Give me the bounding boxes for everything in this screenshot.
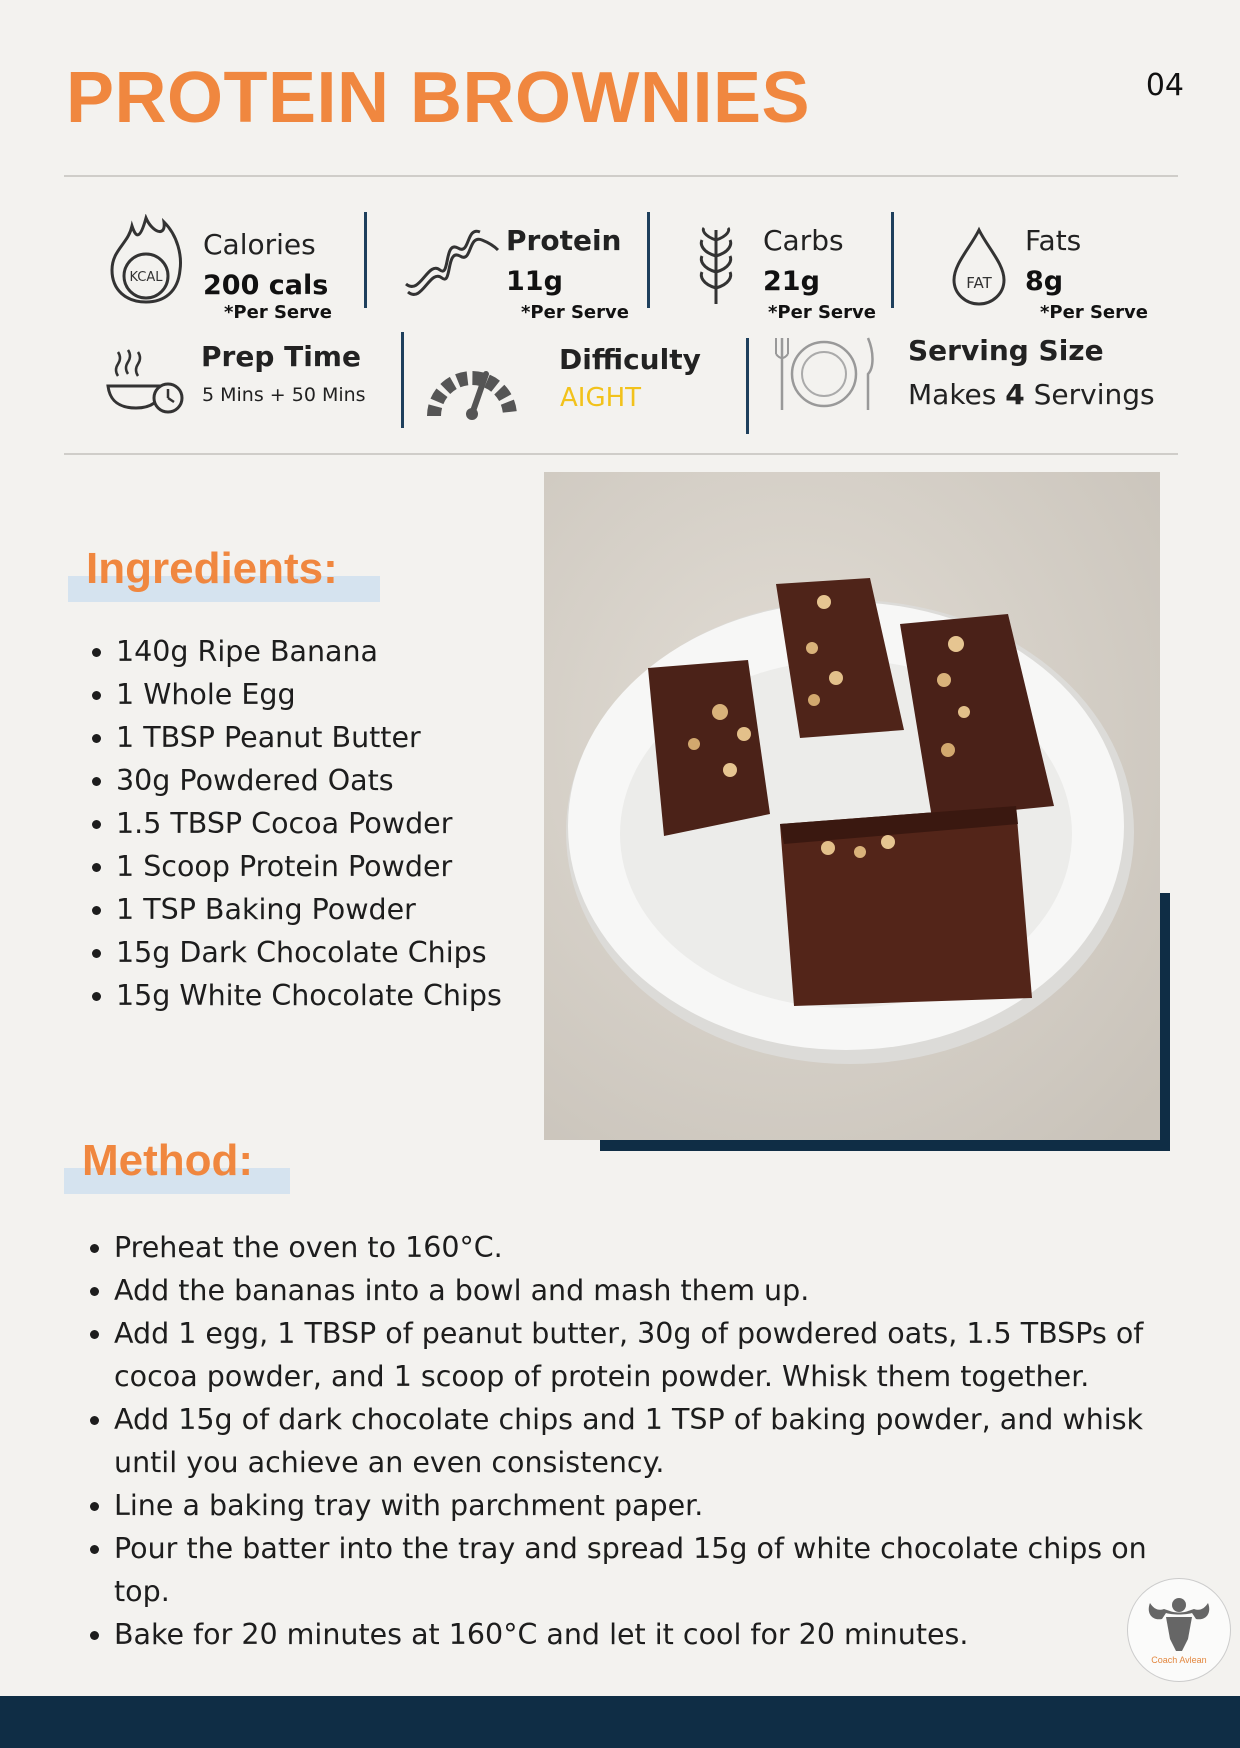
- protein-per-serve: *Per Serve: [521, 302, 629, 323]
- gauge-icon: [426, 352, 518, 420]
- top-divider: [64, 175, 1178, 177]
- list-item: • Add the bananas into a bowl and mash them up.: [114, 1269, 1174, 1312]
- protein-strand-icon: [402, 228, 502, 308]
- fat-drop-icon: [950, 226, 1008, 306]
- mid-divider: [64, 453, 1178, 455]
- fats-label: Fats: [1025, 224, 1082, 257]
- list-item: • 1 TSP Baking Powder: [116, 888, 556, 931]
- list-item: • 1 Scoop Protein Powder: [116, 845, 556, 888]
- list-item: • 1.5 TBSP Cocoa Powder: [116, 802, 556, 845]
- list-item: • Preheat the oven to 160°C.: [114, 1226, 1174, 1269]
- brownies-photo: [544, 472, 1160, 1140]
- serving-suffix: Servings: [1033, 378, 1155, 411]
- method-list: [78, 1226, 1174, 1656]
- list-item: • Add 15g of dark chocolate chips and 1 TSP of baking powder, and whisk until you achieve an even consistency.: [114, 1398, 1174, 1484]
- footer-bar: [0, 1696, 1240, 1748]
- list-item: • 140g Ripe Banana: [116, 630, 556, 673]
- method-heading: Method:: [82, 1136, 254, 1185]
- svg-text:FAT: FAT: [966, 274, 992, 292]
- serving-prefix: Makes: [908, 378, 997, 411]
- page-number: 04: [1145, 68, 1184, 103]
- list-item: • Line a baking tray with parchment paper.: [114, 1484, 1174, 1527]
- ingredients-list: [80, 630, 556, 1017]
- protein-label: Protein: [506, 224, 622, 257]
- kcal-flame-icon: [106, 214, 186, 306]
- divider: [401, 332, 404, 428]
- list-item: • Bake for 20 minutes at 160°C and let it cool for 20 minutes.: [114, 1613, 1174, 1656]
- fats-value: 8g: [1025, 266, 1064, 297]
- list-item: • Add 1 egg, 1 TBSP of peanut butter, 30g of powdered oats, 1.5 TBSPs of cocoa powder, and 1 scoop of protein powder. Whisk them together.: [114, 1312, 1174, 1398]
- serving-size-value: [908, 378, 1155, 411]
- divider: [891, 212, 894, 308]
- fats-per-serve: *Per Serve: [1040, 302, 1148, 323]
- logo-text: Coach Avlean: [1151, 1655, 1207, 1665]
- difficulty-label: Difficulty: [559, 343, 701, 376]
- svg-text:KCAL: KCAL: [129, 270, 163, 285]
- flexing-bodybuilder-icon: [1128, 1579, 1230, 1659]
- plate-cutlery-icon: [772, 334, 876, 414]
- wheat-icon: [696, 226, 736, 306]
- prep-time-label: Prep Time: [201, 340, 361, 373]
- list-item: • 15g White Chocolate Chips: [116, 974, 556, 1017]
- prep-time-value: 5 Mins + 50 Mins: [202, 384, 366, 406]
- list-item: • 30g Powdered Oats: [116, 759, 556, 802]
- list-item: • 1 TBSP Peanut Butter: [116, 716, 556, 759]
- difficulty-value: AIGHT: [560, 383, 642, 413]
- divider: [746, 338, 749, 434]
- coach-logo: [1127, 1578, 1231, 1682]
- protein-value: 11g: [506, 266, 563, 297]
- divider: [647, 212, 650, 308]
- carbs-value: 21g: [763, 266, 820, 297]
- pan-timer-icon: [106, 346, 186, 416]
- list-item: • 1 Whole Egg: [116, 673, 556, 716]
- divider: [364, 212, 367, 308]
- calories-per-serve: *Per Serve: [224, 302, 332, 323]
- carbs-label: Carbs: [763, 224, 844, 257]
- list-item: • 15g Dark Chocolate Chips: [116, 931, 556, 974]
- calories-value: 200 cals: [203, 270, 329, 301]
- ingredients-heading: Ingredients:: [86, 544, 338, 593]
- calories-label: Calories: [203, 228, 316, 261]
- carbs-per-serve: *Per Serve: [768, 302, 876, 323]
- serving-count: 4: [1005, 378, 1025, 411]
- list-item: • Pour the batter into the tray and spread 15g of white chocolate chips on top.: [114, 1527, 1174, 1613]
- recipe-title: PROTEIN BROWNIES: [66, 58, 811, 138]
- serving-size-label: Serving Size: [908, 334, 1104, 367]
